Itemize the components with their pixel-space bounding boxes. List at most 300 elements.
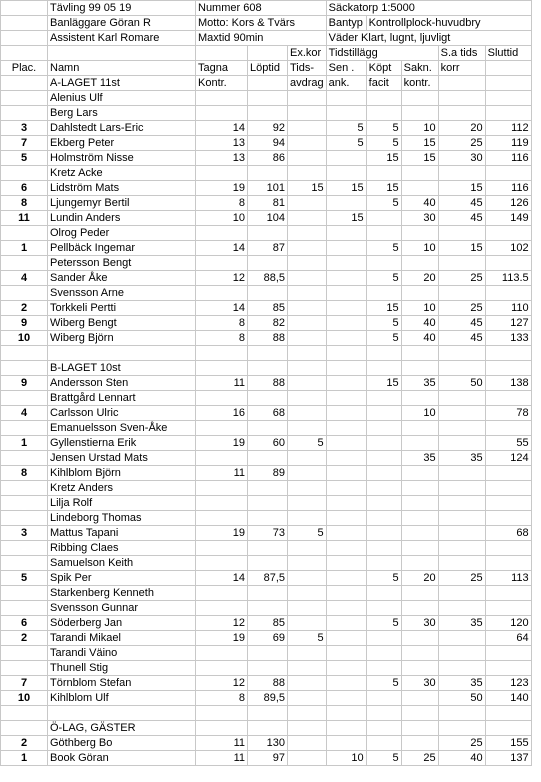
late-arrival-cell[interactable]: [326, 511, 366, 526]
correction-cell[interactable]: 45: [438, 331, 485, 346]
final-time-cell[interactable]: 55: [485, 436, 531, 451]
time-deduction-cell[interactable]: 5: [288, 436, 327, 451]
placement-cell[interactable]: 9: [1, 376, 48, 391]
competition-date[interactable]: Tävling 99 05 19: [48, 1, 196, 16]
time-deduction-cell[interactable]: [288, 541, 327, 556]
time-deduction-cell[interactable]: [288, 676, 327, 691]
final-time-cell[interactable]: [485, 496, 531, 511]
time-deduction-cell[interactable]: 5: [288, 631, 327, 646]
name-cell[interactable]: Wiberg Bengt: [48, 316, 196, 331]
bought-answers-cell[interactable]: [366, 481, 401, 496]
bought-answers-cell[interactable]: [366, 601, 401, 616]
competition-number[interactable]: Nummer 608: [196, 1, 327, 16]
correction-cell[interactable]: [438, 511, 485, 526]
correction-cell[interactable]: 25: [438, 271, 485, 286]
bought-answers-cell[interactable]: 5: [366, 136, 401, 151]
runtime-cell[interactable]: [248, 511, 288, 526]
controls-taken-cell[interactable]: [196, 646, 248, 661]
controls-taken-cell[interactable]: 12: [196, 271, 248, 286]
placement-cell[interactable]: 2: [1, 301, 48, 316]
assistant[interactable]: Assistent Karl Romare: [48, 31, 196, 46]
correction-cell[interactable]: [438, 586, 485, 601]
final-time-cell[interactable]: 137: [485, 751, 531, 766]
time-deduction-cell[interactable]: [288, 556, 327, 571]
controls-taken-cell[interactable]: [196, 166, 248, 181]
late-arrival-cell[interactable]: [326, 646, 366, 661]
name-cell[interactable]: [48, 346, 196, 361]
controls-taken-cell[interactable]: 8: [196, 316, 248, 331]
final-time-cell[interactable]: 123: [485, 676, 531, 691]
bought-answers-cell[interactable]: [366, 361, 401, 376]
name-cell[interactable]: Göthberg Bo: [48, 736, 196, 751]
bought-answers-cell[interactable]: [366, 556, 401, 571]
final-time-cell[interactable]: [485, 511, 531, 526]
bought-answers-cell[interactable]: 5: [366, 616, 401, 631]
missing-controls-cell[interactable]: [401, 481, 438, 496]
runtime-cell[interactable]: [248, 661, 288, 676]
bought-answers-cell[interactable]: 5: [366, 676, 401, 691]
final-time-cell[interactable]: [485, 361, 531, 376]
placement-cell[interactable]: [1, 646, 48, 661]
final-time-cell[interactable]: 113: [485, 571, 531, 586]
col-header-placement[interactable]: Plac.: [1, 61, 48, 76]
controls-taken-cell[interactable]: 14: [196, 301, 248, 316]
controls-taken-cell[interactable]: [196, 721, 248, 736]
final-time-cell[interactable]: [485, 706, 531, 721]
final-time-cell[interactable]: 119: [485, 136, 531, 151]
late-arrival-cell[interactable]: 10: [326, 751, 366, 766]
time-deduction-cell[interactable]: [288, 196, 327, 211]
placement-cell[interactable]: 2: [1, 736, 48, 751]
time-deduction-cell[interactable]: [288, 121, 327, 136]
controls-taken-cell[interactable]: [196, 706, 248, 721]
controls-taken-cell[interactable]: 11: [196, 751, 248, 766]
name-cell[interactable]: Starkenberg Kenneth: [48, 586, 196, 601]
time-deduction-cell[interactable]: [288, 151, 327, 166]
name-cell[interactable]: Lundin Anders: [48, 211, 196, 226]
late-arrival-cell[interactable]: [326, 301, 366, 316]
final-time-cell[interactable]: 102: [485, 241, 531, 256]
name-cell[interactable]: Ribbing Claes: [48, 541, 196, 556]
col-header-final-time[interactable]: Sluttid: [485, 46, 531, 61]
final-time-cell[interactable]: [485, 481, 531, 496]
bought-answers-cell[interactable]: [366, 286, 401, 301]
final-time-cell[interactable]: 120: [485, 616, 531, 631]
final-time-cell[interactable]: [485, 226, 531, 241]
correction-cell[interactable]: 25: [438, 136, 485, 151]
missing-controls-cell[interactable]: [401, 181, 438, 196]
controls-taken-cell[interactable]: [196, 661, 248, 676]
controls-taken-cell[interactable]: [196, 421, 248, 436]
late-arrival-cell[interactable]: [326, 406, 366, 421]
missing-controls-cell[interactable]: 40: [401, 196, 438, 211]
missing-controls-cell[interactable]: [401, 436, 438, 451]
runtime-cell[interactable]: 85: [248, 301, 288, 316]
missing-controls-cell[interactable]: [401, 346, 438, 361]
time-deduction-cell[interactable]: [288, 481, 327, 496]
bought-answers-cell[interactable]: [366, 211, 401, 226]
final-time-cell[interactable]: [485, 286, 531, 301]
time-deduction-cell[interactable]: [288, 136, 327, 151]
final-time-cell[interactable]: [485, 661, 531, 676]
name-cell[interactable]: Gyllenstierna Erik: [48, 436, 196, 451]
time-deduction-cell[interactable]: [288, 691, 327, 706]
cell[interactable]: [248, 46, 288, 61]
runtime-cell[interactable]: [248, 586, 288, 601]
late-arrival-cell[interactable]: [326, 481, 366, 496]
missing-controls-cell[interactable]: [401, 586, 438, 601]
missing-controls-cell[interactable]: 30: [401, 211, 438, 226]
time-deduction-cell[interactable]: [288, 346, 327, 361]
late-arrival-cell[interactable]: [326, 361, 366, 376]
placement-cell[interactable]: 6: [1, 181, 48, 196]
placement-cell[interactable]: [1, 541, 48, 556]
runtime-cell[interactable]: 89,5: [248, 691, 288, 706]
placement-cell[interactable]: [1, 391, 48, 406]
bought-answers-cell[interactable]: [366, 256, 401, 271]
col-header-bought[interactable]: Köpt: [366, 61, 401, 76]
final-time-cell[interactable]: 113.5: [485, 271, 531, 286]
time-deduction-cell[interactable]: [288, 391, 327, 406]
correction-cell[interactable]: [438, 436, 485, 451]
correction-cell[interactable]: 30: [438, 151, 485, 166]
late-arrival-cell[interactable]: 5: [326, 136, 366, 151]
missing-controls-cell[interactable]: 35: [401, 451, 438, 466]
controls-taken-cell[interactable]: [196, 346, 248, 361]
name-cell[interactable]: B-LAGET 10st: [48, 361, 196, 376]
correction-cell[interactable]: [438, 106, 485, 121]
controls-taken-cell[interactable]: 14: [196, 121, 248, 136]
name-cell[interactable]: Torkkeli Pertti: [48, 301, 196, 316]
placement-cell[interactable]: [1, 556, 48, 571]
final-time-cell[interactable]: 124: [485, 451, 531, 466]
final-time-cell[interactable]: [485, 646, 531, 661]
placement-cell[interactable]: 7: [1, 136, 48, 151]
missing-controls-cell[interactable]: [401, 706, 438, 721]
time-deduction-cell[interactable]: [288, 406, 327, 421]
bought-answers-cell[interactable]: [366, 661, 401, 676]
final-time-cell[interactable]: 149: [485, 211, 531, 226]
final-time-cell[interactable]: 127: [485, 316, 531, 331]
controls-taken-cell[interactable]: 12: [196, 676, 248, 691]
placement-cell[interactable]: 10: [1, 331, 48, 346]
time-deduction-cell[interactable]: [288, 661, 327, 676]
late-arrival-cell[interactable]: [326, 421, 366, 436]
missing-controls-cell[interactable]: [401, 541, 438, 556]
time-deduction-cell[interactable]: [288, 511, 327, 526]
late-arrival-cell[interactable]: [326, 691, 366, 706]
late-arrival-cell[interactable]: [326, 241, 366, 256]
correction-cell[interactable]: [438, 706, 485, 721]
runtime-cell[interactable]: 85: [248, 616, 288, 631]
correction-cell[interactable]: 35: [438, 676, 485, 691]
course-setter[interactable]: Banläggare Göran R: [48, 16, 196, 31]
late-arrival-cell[interactable]: 15: [326, 211, 366, 226]
col-header-taken[interactable]: Tagna: [196, 61, 248, 76]
time-deduction-cell[interactable]: [288, 706, 327, 721]
late-arrival-cell[interactable]: [326, 661, 366, 676]
runtime-cell[interactable]: 86: [248, 151, 288, 166]
correction-cell[interactable]: 35: [438, 616, 485, 631]
weather[interactable]: Väder Klart, lugnt, ljuvligt: [326, 31, 531, 46]
cell[interactable]: [248, 76, 288, 91]
final-time-cell[interactable]: 112: [485, 121, 531, 136]
missing-controls-cell[interactable]: [401, 226, 438, 241]
cell[interactable]: [1, 76, 48, 91]
time-deduction-cell[interactable]: [288, 301, 327, 316]
missing-controls-cell[interactable]: [401, 721, 438, 736]
late-arrival-cell[interactable]: [326, 601, 366, 616]
map-location[interactable]: Säckatorp 1:5000: [326, 1, 531, 16]
bought-answers-cell[interactable]: [366, 721, 401, 736]
placement-cell[interactable]: [1, 361, 48, 376]
time-deduction-cell[interactable]: [288, 166, 327, 181]
correction-cell[interactable]: [438, 661, 485, 676]
time-deduction-cell[interactable]: [288, 721, 327, 736]
missing-controls-cell[interactable]: [401, 91, 438, 106]
time-deduction-cell[interactable]: [288, 316, 327, 331]
cell[interactable]: [1, 16, 48, 31]
runtime-cell[interactable]: 87,5: [248, 571, 288, 586]
controls-taken-cell[interactable]: [196, 106, 248, 121]
missing-controls-cell[interactable]: 15: [401, 151, 438, 166]
name-cell[interactable]: Lilja Rolf: [48, 496, 196, 511]
correction-cell[interactable]: 45: [438, 316, 485, 331]
controls-taken-cell[interactable]: [196, 256, 248, 271]
correction-cell[interactable]: [438, 646, 485, 661]
placement-cell[interactable]: 3: [1, 526, 48, 541]
runtime-cell[interactable]: [248, 286, 288, 301]
final-time-cell[interactable]: [485, 106, 531, 121]
late-arrival-cell[interactable]: [326, 346, 366, 361]
controls-taken-cell[interactable]: 8: [196, 691, 248, 706]
placement-cell[interactable]: 3: [1, 121, 48, 136]
name-cell[interactable]: Kihlblom Björn: [48, 466, 196, 481]
controls-taken-cell[interactable]: 11: [196, 466, 248, 481]
placement-cell[interactable]: 8: [1, 466, 48, 481]
missing-controls-cell[interactable]: [401, 511, 438, 526]
late-arrival-cell[interactable]: [326, 166, 366, 181]
time-deduction-cell[interactable]: [288, 646, 327, 661]
correction-cell[interactable]: [438, 466, 485, 481]
runtime-cell[interactable]: 88: [248, 676, 288, 691]
bought-answers-cell[interactable]: 5: [366, 196, 401, 211]
final-time-cell[interactable]: 78: [485, 406, 531, 421]
controls-taken-cell[interactable]: [196, 511, 248, 526]
bought-answers-cell[interactable]: [366, 466, 401, 481]
correction-cell[interactable]: [438, 721, 485, 736]
runtime-cell[interactable]: 130: [248, 736, 288, 751]
controls-taken-cell[interactable]: 16: [196, 406, 248, 421]
name-cell[interactable]: Thunell Stig: [48, 661, 196, 676]
runtime-cell[interactable]: [248, 721, 288, 736]
placement-cell[interactable]: [1, 661, 48, 676]
late-arrival-cell[interactable]: [326, 631, 366, 646]
late-arrival-cell[interactable]: [326, 676, 366, 691]
bought-answers-cell[interactable]: [366, 106, 401, 121]
late-arrival-cell[interactable]: [326, 736, 366, 751]
name-cell[interactable]: Söderberg Jan: [48, 616, 196, 631]
time-deduction-cell[interactable]: [288, 376, 327, 391]
placement-cell[interactable]: [1, 601, 48, 616]
bought-answers-cell[interactable]: 5: [366, 121, 401, 136]
time-deduction-cell[interactable]: [288, 586, 327, 601]
controls-taken-cell[interactable]: 8: [196, 331, 248, 346]
correction-cell[interactable]: [438, 556, 485, 571]
runtime-cell[interactable]: 104: [248, 211, 288, 226]
missing-controls-cell[interactable]: [401, 736, 438, 751]
correction-cell[interactable]: [438, 496, 485, 511]
missing-controls-cell[interactable]: [401, 286, 438, 301]
time-deduction-cell[interactable]: [288, 256, 327, 271]
final-time-cell[interactable]: 140: [485, 691, 531, 706]
placement-cell[interactable]: [1, 706, 48, 721]
runtime-cell[interactable]: 68: [248, 406, 288, 421]
name-cell[interactable]: Ö-LAG, GÄSTER: [48, 721, 196, 736]
time-deduction-cell[interactable]: 5: [288, 526, 327, 541]
controls-taken-cell[interactable]: 10: [196, 211, 248, 226]
placement-cell[interactable]: [1, 496, 48, 511]
placement-cell[interactable]: 8: [1, 196, 48, 211]
col-header-missing-controls[interactable]: kontr.: [401, 76, 438, 91]
bought-answers-cell[interactable]: 15: [366, 301, 401, 316]
controls-taken-cell[interactable]: [196, 556, 248, 571]
cell[interactable]: [485, 76, 531, 91]
late-arrival-cell[interactable]: 5: [326, 121, 366, 136]
bought-answers-cell[interactable]: [366, 91, 401, 106]
controls-taken-cell[interactable]: [196, 361, 248, 376]
runtime-cell[interactable]: 82: [248, 316, 288, 331]
runtime-cell[interactable]: 97: [248, 751, 288, 766]
runtime-cell[interactable]: [248, 601, 288, 616]
missing-controls-cell[interactable]: [401, 106, 438, 121]
controls-taken-cell[interactable]: [196, 391, 248, 406]
late-arrival-cell[interactable]: [326, 331, 366, 346]
late-arrival-cell[interactable]: [326, 571, 366, 586]
bought-answers-cell[interactable]: [366, 226, 401, 241]
late-arrival-cell[interactable]: [326, 721, 366, 736]
late-arrival-cell[interactable]: [326, 286, 366, 301]
final-time-cell[interactable]: [485, 166, 531, 181]
controls-taken-cell[interactable]: 19: [196, 436, 248, 451]
correction-cell[interactable]: [438, 346, 485, 361]
max-time[interactable]: Maxtid 90min: [196, 31, 327, 46]
final-time-cell[interactable]: [485, 556, 531, 571]
name-cell[interactable]: Brattgård Lennart: [48, 391, 196, 406]
final-time-cell[interactable]: [485, 421, 531, 436]
name-cell[interactable]: Kihlblom Ulf: [48, 691, 196, 706]
cell[interactable]: [196, 46, 248, 61]
controls-taken-cell[interactable]: 14: [196, 571, 248, 586]
runtime-cell[interactable]: 101: [248, 181, 288, 196]
name-cell[interactable]: Carlsson Ulric: [48, 406, 196, 421]
placement-cell[interactable]: [1, 226, 48, 241]
missing-controls-cell[interactable]: 35: [401, 376, 438, 391]
correction-cell[interactable]: 25: [438, 301, 485, 316]
name-cell[interactable]: Svensson Gunnar: [48, 601, 196, 616]
runtime-cell[interactable]: [248, 451, 288, 466]
name-cell[interactable]: Pellbäck Ingemar: [48, 241, 196, 256]
controls-taken-cell[interactable]: [196, 481, 248, 496]
col-header-arrival[interactable]: ank.: [326, 76, 366, 91]
final-time-cell[interactable]: 138: [485, 376, 531, 391]
correction-cell[interactable]: [438, 286, 485, 301]
placement-cell[interactable]: 1: [1, 241, 48, 256]
bought-answers-cell[interactable]: [366, 691, 401, 706]
controls-taken-cell[interactable]: 19: [196, 631, 248, 646]
missing-controls-cell[interactable]: [401, 646, 438, 661]
correction-cell[interactable]: 40: [438, 751, 485, 766]
late-arrival-cell[interactable]: [326, 271, 366, 286]
runtime-cell[interactable]: 88: [248, 376, 288, 391]
controls-taken-cell[interactable]: 19: [196, 526, 248, 541]
controls-taken-cell[interactable]: 13: [196, 151, 248, 166]
runtime-cell[interactable]: [248, 346, 288, 361]
missing-controls-cell[interactable]: 10: [401, 121, 438, 136]
bought-answers-cell[interactable]: [366, 631, 401, 646]
missing-controls-cell[interactable]: 40: [401, 316, 438, 331]
name-cell[interactable]: [48, 706, 196, 721]
name-cell[interactable]: Mattus Tapani: [48, 526, 196, 541]
bought-answers-cell[interactable]: [366, 406, 401, 421]
name-cell[interactable]: Kretz Acke: [48, 166, 196, 181]
missing-controls-cell[interactable]: [401, 361, 438, 376]
bought-answers-cell[interactable]: [366, 706, 401, 721]
placement-cell[interactable]: 9: [1, 316, 48, 331]
placement-cell[interactable]: [1, 481, 48, 496]
bought-answers-cell[interactable]: [366, 646, 401, 661]
controls-taken-cell[interactable]: [196, 586, 248, 601]
bought-answers-cell[interactable]: [366, 436, 401, 451]
runtime-cell[interactable]: 94: [248, 136, 288, 151]
missing-controls-cell[interactable]: 30: [401, 616, 438, 631]
col-header-answers[interactable]: facit: [366, 76, 401, 91]
time-deduction-cell[interactable]: [288, 616, 327, 631]
col-header-runtime[interactable]: Löptid: [248, 61, 288, 76]
missing-controls-cell[interactable]: 30: [401, 676, 438, 691]
name-cell[interactable]: Wiberg Björn: [48, 331, 196, 346]
col-header-correction[interactable]: korr: [438, 61, 485, 76]
runtime-cell[interactable]: [248, 706, 288, 721]
name-cell[interactable]: Samuelson Keith: [48, 556, 196, 571]
cell[interactable]: [1, 31, 48, 46]
runtime-cell[interactable]: 89: [248, 466, 288, 481]
col-header-name[interactable]: Namn: [48, 61, 196, 76]
final-time-cell[interactable]: 133: [485, 331, 531, 346]
bought-answers-cell[interactable]: [366, 511, 401, 526]
placement-cell[interactable]: [1, 721, 48, 736]
correction-cell[interactable]: [438, 91, 485, 106]
runtime-cell[interactable]: 81: [248, 196, 288, 211]
name-cell[interactable]: Olrog Peder: [48, 226, 196, 241]
runtime-cell[interactable]: [248, 481, 288, 496]
runtime-cell[interactable]: [248, 361, 288, 376]
bought-answers-cell[interactable]: [366, 586, 401, 601]
cell[interactable]: [1, 1, 48, 16]
final-time-cell[interactable]: 116: [485, 151, 531, 166]
correction-cell[interactable]: 50: [438, 691, 485, 706]
name-cell[interactable]: Alenius Ulf: [48, 91, 196, 106]
late-arrival-cell[interactable]: [326, 91, 366, 106]
name-cell[interactable]: Svensson Arne: [48, 286, 196, 301]
correction-cell[interactable]: [438, 256, 485, 271]
controls-taken-cell[interactable]: [196, 601, 248, 616]
cell[interactable]: [1, 46, 48, 61]
bought-answers-cell[interactable]: [366, 166, 401, 181]
correction-cell[interactable]: 25: [438, 571, 485, 586]
runtime-cell[interactable]: [248, 391, 288, 406]
final-time-cell[interactable]: [485, 601, 531, 616]
